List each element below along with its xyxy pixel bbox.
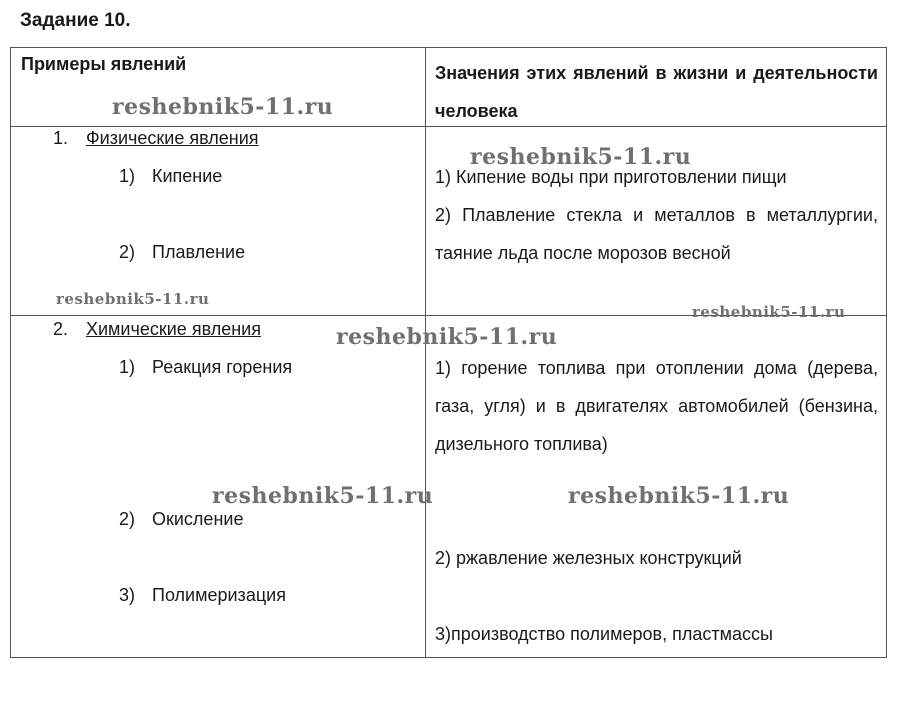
watermark: reshebnik5-11.ru [336,324,558,350]
meaning-boiling: 1) Кипение воды при приготовлении пищи [435,167,787,187]
meaning-combustion: 1) горение топлива при отоплении дома (дерева, газа, угля) и в двигателях автомобилей (бензина, дизельного топлива) [435,358,878,454]
watermark: reshebnik5-11.ru [212,483,434,509]
watermark: reshebnik5-11.ru [56,290,210,308]
watermark: reshebnik5-11.ru [470,144,692,170]
item-label-melting: Плавление [152,242,246,262]
watermark: reshebnik5-11.ru [568,483,790,509]
item-number: 2) [119,242,136,262]
section-number: 1. [53,128,69,148]
meaning-melting: 2) Плавление стекла и металлов в металлургии, таяние льда после морозов весной [435,205,878,263]
section-number: 2. [53,319,69,339]
section-title-physical: Физические явления [86,128,259,148]
meaning-polymerization: 3)производство полимеров, пластмассы [435,624,773,644]
phenomena-table [10,47,887,658]
item-label-boiling: Кипение [152,166,223,186]
item-label-combustion: Реакция горения [152,357,293,377]
section-title-chemical: Химические явления [86,319,261,339]
meaning-oxidation: 2) ржавление железных конструкций [435,548,742,568]
watermark: reshebnik5-11.ru [692,303,846,321]
item-number: 1) [119,166,136,186]
item-label-polymerization: Полимеризация [152,585,286,605]
item-number: 1) [119,357,136,377]
task-title: Задание 10. [20,10,131,31]
item-label-oxidation: Окисление [152,509,244,529]
header-meanings: Значения этих явлений в жизни и деятельности человека [435,63,878,121]
header-examples: Примеры явлений [21,54,187,74]
item-number: 2) [119,509,136,529]
item-number: 3) [119,585,136,605]
watermark: reshebnik5-11.ru [112,94,334,120]
column-divider [425,48,426,657]
